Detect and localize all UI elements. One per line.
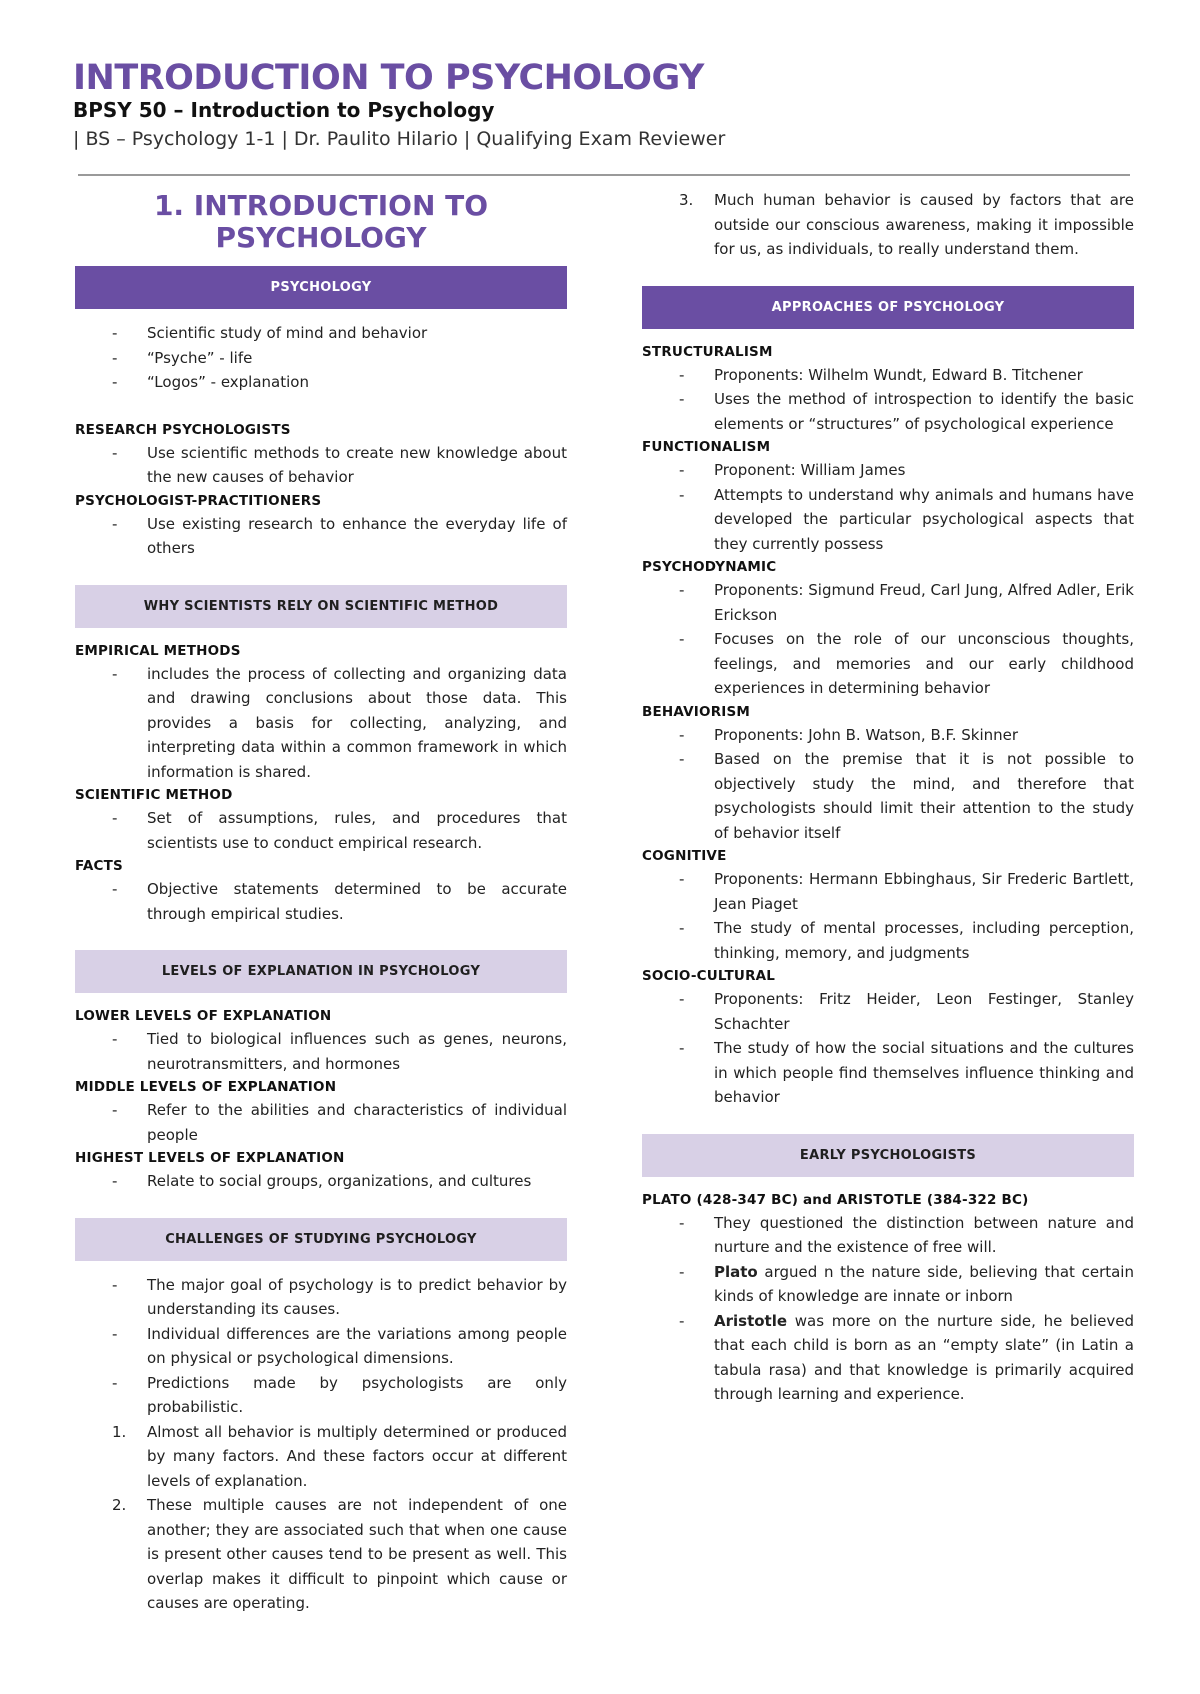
list-item: - The major goal of psychology is to predict behavior by understanding its causes.	[112, 1275, 567, 1318]
right-column	[642, 188, 1134, 1407]
list-item: - Individual differences are the variations among people on physical or psychological dimensions.	[112, 1324, 567, 1367]
heading-psychologist-practitioners: PSYCHOLOGIST-PRACTITIONERS	[75, 492, 322, 509]
heading-scientific-method: SCIENTIFIC METHOD	[75, 787, 233, 803]
list-item: - Plato argued n the nature side, believing that certain kinds of knowledge are innate or inborn	[679, 1262, 1134, 1305]
heading-plato-aristotle: PLATO (428-347 BC) and ARISTOTLE (384-322 BC)	[642, 1191, 1029, 1208]
heading-cognitive: COGNITIVE	[642, 848, 727, 864]
document-title: INTRODUCTION TO PSYCHOLOGY	[73, 58, 704, 98]
list-item: - Aristotle was more on the nurture side, he believed that each child is born as an “empty slate” (in Latin a tabula rasa) and that knowledge is primarily acquired through learning and experience.	[679, 1311, 1134, 1403]
band-challenges: CHALLENGES OF STUDYING PSYCHOLOGY	[75, 1218, 567, 1261]
list-item: - Based on the premise that it is not possible to objectively study the mind, and therefore that psychologists should limit their attention to the study of behavior itself	[679, 750, 1134, 842]
course-subtitle: BPSY 50 – Introduction to Psychology	[73, 98, 495, 122]
list-item: - Refer to the abilities and characteristics of individual people	[112, 1101, 567, 1144]
heading-psychodynamic: PSYCHODYNAMIC	[642, 559, 777, 575]
challenges-list	[75, 1273, 567, 1616]
list-item: - Tied to biological influences such as genes, neurons, neurotransmitters, and hormones	[112, 1030, 567, 1073]
heading-empirical-methods: EMPIRICAL METHODS	[75, 642, 241, 659]
heading-middle-levels: MIDDLE LEVELS OF EXPLANATION	[75, 1079, 337, 1095]
list-item: - “Logos” - explanation	[112, 373, 309, 391]
numbered-item: 2. These multiple causes are not independent of one another; they are associated such that when one cause is present other causes tend to be present as well. This overlap makes it difficult to pinpoint which cause or causes are operating.	[112, 1496, 567, 1612]
left-column	[75, 180, 567, 1616]
psychology-list	[75, 321, 567, 395]
band-psychology: PSYCHOLOGY	[75, 266, 567, 309]
list-item: - The study of how the social situations and the cultures in which people find themselves influence thinking and behavior	[679, 1039, 1134, 1106]
list-item: - “Psyche” - life	[112, 348, 253, 367]
numbered-item: 3. Much human behavior is caused by factors that are outside our conscious awareness, making it impossible for us, as individuals, to really understand them.	[679, 191, 1134, 258]
list-item: - Proponent: William James	[679, 461, 906, 479]
list-item: - Attempts to understand why animals and humans have developed the particular psychological aspects that they currently possess	[679, 485, 1134, 553]
heading-highest-levels: HIGHEST LEVELS OF EXPLANATION	[75, 1150, 345, 1166]
heading-facts: FACTS	[75, 858, 123, 874]
heading-socio-cultural: SOCIO-CULTURAL	[642, 968, 776, 984]
heading-lower-levels: LOWER LEVELS OF EXPLANATION	[75, 1008, 332, 1024]
list-item: - They questioned the distinction between nature and nurture and the existence of free will.	[679, 1213, 1134, 1256]
heading-behaviorism: BEHAVIORISM	[642, 703, 751, 720]
list-item: - Focuses on the role of our unconscious thoughts, feelings, and memories and our early childhood experiences in determining behavior	[679, 630, 1134, 697]
list-item: - Proponents: Fritz Heider, Leon Festinger, Stanley Schachter	[679, 990, 1134, 1033]
list-item: - Proponents: Hermann Ebbinghaus, Sir Frederic Bartlett, Jean Piaget	[679, 870, 1134, 913]
heading-structuralism: STRUCTURALISM	[642, 343, 773, 360]
list-item: - Predictions made by psychologists are only probabilistic.	[112, 1373, 567, 1416]
header-divider	[78, 174, 1130, 176]
list-item: - Uses the method of introspection to identify the basic elements or “structures” of psychological experience	[679, 390, 1134, 433]
heading-research-psychologists: RESEARCH PSYCHOLOGISTS	[75, 421, 291, 438]
section-title: 1. INTRODUCTION TO PSYCHOLOGY	[153, 189, 489, 254]
list-item: - Set of assumptions, rules, and procedures that scientists use to conduct empirical research.	[112, 809, 567, 852]
course-meta: | BS – Psychology 1-1 | Dr. Paulito Hilario | Qualifying Exam Reviewer	[73, 128, 726, 150]
band-levels: LEVELS OF EXPLANATION IN PSYCHOLOGY	[75, 950, 567, 993]
list-item: - includes the process of collecting and organizing data and drawing conclusions about those data. This provides a basis for collecting, analyzing, and interpreting data within a common framework in which information is shared.	[112, 664, 567, 781]
band-approaches: APPROACHES OF PSYCHOLOGY	[642, 286, 1134, 329]
band-scientific-method: WHY SCIENTISTS RELY ON SCIENTIFIC METHOD	[75, 585, 567, 628]
band-early-psychologists: EARLY PSYCHOLOGISTS	[642, 1134, 1134, 1177]
numbered-item: 1. Almost all behavior is multiply determined or produced by many factors. And these factors occur at different levels of explanation.	[112, 1422, 567, 1490]
list-item: - Scientific study of mind and behavior	[112, 324, 428, 342]
list-item: - Objective statements determined to be accurate through empirical studies.	[112, 880, 567, 923]
list-item: - Proponents: Wilhelm Wundt, Edward B. Titchener	[679, 365, 1083, 384]
list-item: - Use existing research to enhance the everyday life of others	[112, 514, 567, 557]
list-item: - The study of mental processes, including perception, thinking, memory, and judgments	[679, 919, 1134, 962]
list-item: - Use scientific methods to create new knowledge about the new causes of behavior	[112, 443, 567, 486]
list-item: - Relate to social groups, organizations, and cultures	[112, 1172, 532, 1190]
list-item: - Proponents: John B. Watson, B.F. Skinner	[679, 725, 1019, 744]
heading-functionalism: FUNCTIONALISM	[642, 439, 771, 455]
list-item: - Proponents: Sigmund Freud, Carl Jung, Alfred Adler, Erik Erickson	[679, 581, 1134, 624]
